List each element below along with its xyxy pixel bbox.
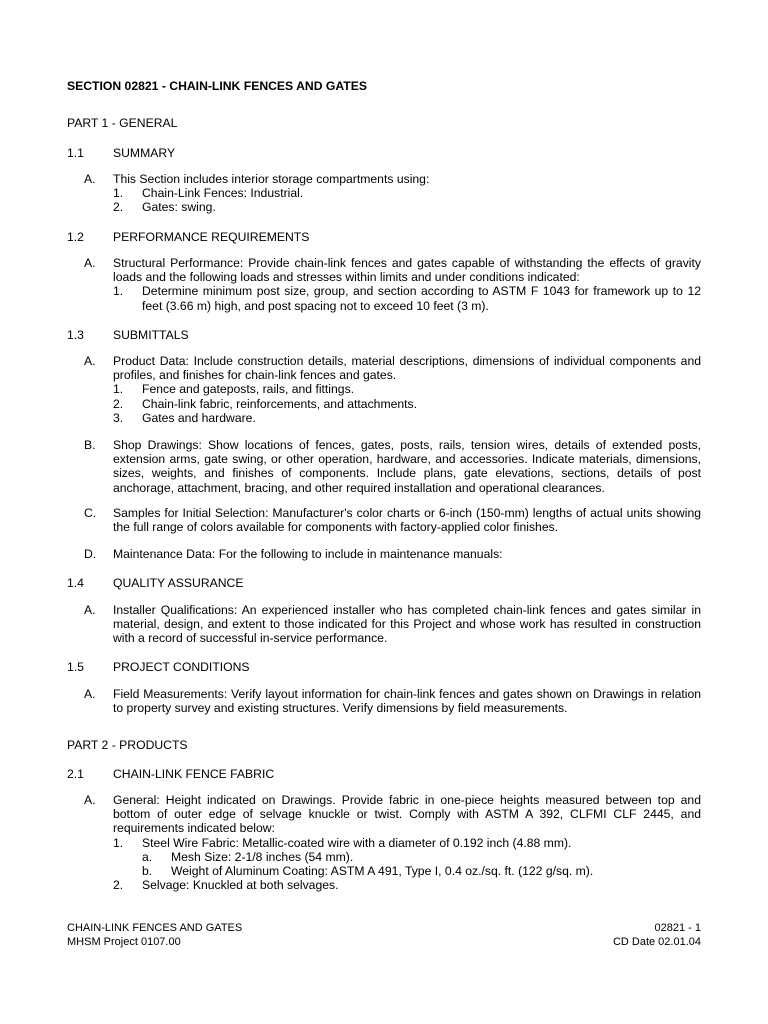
- list-item-number: 2.: [113, 878, 124, 893]
- article-number: 2.1: [67, 767, 84, 781]
- paragraph-label: A.: [84, 687, 96, 701]
- paragraph-label: A.: [84, 354, 96, 368]
- article-title: PERFORMANCE REQUIREMENTS: [113, 230, 310, 244]
- paragraph-text: Structural Performance: Provide chain-link fences and gates capable of withstanding the effects of gravity loads and the following loads and stresses within limits and under conditions indicated:: [113, 256, 701, 285]
- paragraph-label: D.: [84, 547, 97, 561]
- list-item-number: 1.: [113, 186, 124, 201]
- article-number: 1.5: [67, 660, 84, 674]
- article-title: QUALITY ASSURANCE: [113, 576, 244, 590]
- paragraph-label: C.: [84, 506, 97, 520]
- paragraph-label: A.: [84, 603, 96, 617]
- article-number: 1.4: [67, 576, 84, 590]
- section-title: SECTION 02821 - CHAIN-LINK FENCES AND GATES: [67, 79, 367, 93]
- list-item: [113, 200, 701, 214]
- list-item: [113, 836, 701, 850]
- part-1-heading: PART 1 - GENERAL: [67, 116, 178, 130]
- footer-project-number: MHSM Project 0107.00: [67, 935, 181, 948]
- sub-list-item: [142, 864, 701, 878]
- list-item: [113, 382, 701, 396]
- list-item-number: 1.: [113, 382, 124, 397]
- paragraph-label: A.: [84, 793, 96, 807]
- list-item: [113, 186, 701, 200]
- page-footer-right: [613, 922, 701, 949]
- paragraph-1-3-c: [67, 506, 701, 534]
- sub-list-item: [142, 850, 701, 864]
- paragraph-1-3-d: [67, 547, 701, 561]
- list-item-text: Chain-link fabric, reinforcements, and attachments.: [142, 396, 418, 411]
- paragraph-1-1-a: [67, 172, 701, 215]
- article-title: CHAIN-LINK FENCE FABRIC: [113, 767, 275, 781]
- list-item: [113, 397, 701, 411]
- sub-list-item-letter: b.: [142, 864, 153, 879]
- paragraph-text: Field Measurements: Verify layout information for chain-link fences and gates shown on Drawings in relation to property survey and existing structures. Verify dimensions by field measurements.: [113, 687, 701, 716]
- list-item-text: Selvage: Knuckled at both selvages.: [142, 878, 339, 893]
- footer-date: CD Date 02.01.04: [612, 935, 701, 948]
- list-item-text: Fence and gateposts, rails, and fittings.: [142, 382, 355, 397]
- list-item-text: Steel Wire Fabric: Metallic-coated wire with a diameter of 0.192 inch (4.88 mm).: [142, 835, 572, 850]
- list-item-number: 1.: [113, 835, 124, 850]
- paragraph-1-4-a: [67, 603, 701, 646]
- list-item-text: Gates and hardware.: [142, 410, 256, 425]
- paragraph-label: A.: [84, 256, 96, 270]
- paragraph-text: Maintenance Data: For the following to include in maintenance manuals:: [113, 547, 503, 561]
- page-footer-left: [67, 922, 242, 949]
- paragraph-1-3-b: [67, 438, 701, 495]
- article-title: PROJECT CONDITIONS: [113, 660, 250, 674]
- article-number: 1.2: [67, 230, 84, 244]
- article-number: 1.3: [67, 328, 84, 342]
- paragraph-label: B.: [84, 438, 96, 452]
- list-item-number: 2.: [113, 200, 124, 215]
- article-title: SUBMITTALS: [113, 328, 189, 342]
- paragraph-text: General: Height indicated on Drawings. Provide fabric in one-piece heights measured between top and bottom of outer edge of selvage knuckle or twist. Comply with ASTM A 392, CLFMI CLF 2445, and requirements indicated below:: [113, 793, 701, 836]
- list-item-number: 2.: [113, 396, 124, 411]
- paragraph-text: This Section includes interior storage compartments using:: [113, 172, 430, 186]
- paragraph-1-5-a: [67, 687, 701, 715]
- footer-page-number: 02821 - 1: [654, 922, 701, 934]
- paragraph-text: Samples for Initial Selection: Manufacturer's color charts or 6-inch (150-mm) lengths of actual units showing the full range of colors available for components with factory-applied color finishes.: [113, 506, 701, 535]
- article-number: 1.1: [67, 146, 84, 160]
- sub-list-item-letter: a.: [142, 849, 153, 864]
- paragraph-2-1-a: [67, 793, 701, 892]
- paragraph-label: A.: [84, 172, 96, 186]
- part-2-heading: PART 2 - PRODUCTS: [67, 738, 188, 752]
- list-item-text: Chain-Link Fences: Industrial.: [142, 186, 304, 201]
- footer-section-name: CHAIN-LINK FENCES AND GATES: [67, 922, 243, 934]
- paragraph-1-2-a: [67, 256, 701, 313]
- list-item-text: Determine minimum post size, group, and section according to ASTM F 1043 for framework up to 12 feet (3.66 m) high, and post spacing not to exceed 10 feet (3 m).: [142, 284, 701, 313]
- paragraph-1-3-a: [67, 354, 701, 425]
- list-item: [113, 284, 701, 312]
- sub-list-item-text: Mesh Size: 2-1/8 inches (54 mm).: [171, 849, 354, 864]
- list-item: [113, 411, 701, 425]
- paragraph-text: Shop Drawings: Show locations of fences, gates, posts, rails, tension wires, details of extended posts, extension arms, gate swing, or other operation, hardware, and accessories. Indicate materials, dimensions, sizes, weights, and finishes of components. Include plans, gate elevations, sections, details of post anchorage, attachment, bracing, and other required installation and operational clearances.: [113, 438, 701, 495]
- sub-list-item-text: Weight of Aluminum Coating: ASTM A 491, Type I, 0.4 oz./sq. ft. (122 g/sq. m).: [171, 864, 594, 879]
- list-item-text: Gates: swing.: [142, 200, 216, 215]
- list-item-number: 1.: [113, 284, 124, 299]
- paragraph-text: Installer Qualifications: An experienced installer who has completed chain-link fences and gates similar in material, design, and extent to those indicated for this Project and whose work has resulted in construction with a record of successful in-service performance.: [113, 603, 701, 646]
- article-title: SUMMARY: [113, 146, 176, 160]
- list-item: [113, 878, 701, 892]
- paragraph-text: Product Data: Include construction details, material descriptions, dimensions of individual components and profiles, and finishes for chain-link fences and gates.: [113, 354, 701, 383]
- list-item-number: 3.: [113, 410, 124, 425]
